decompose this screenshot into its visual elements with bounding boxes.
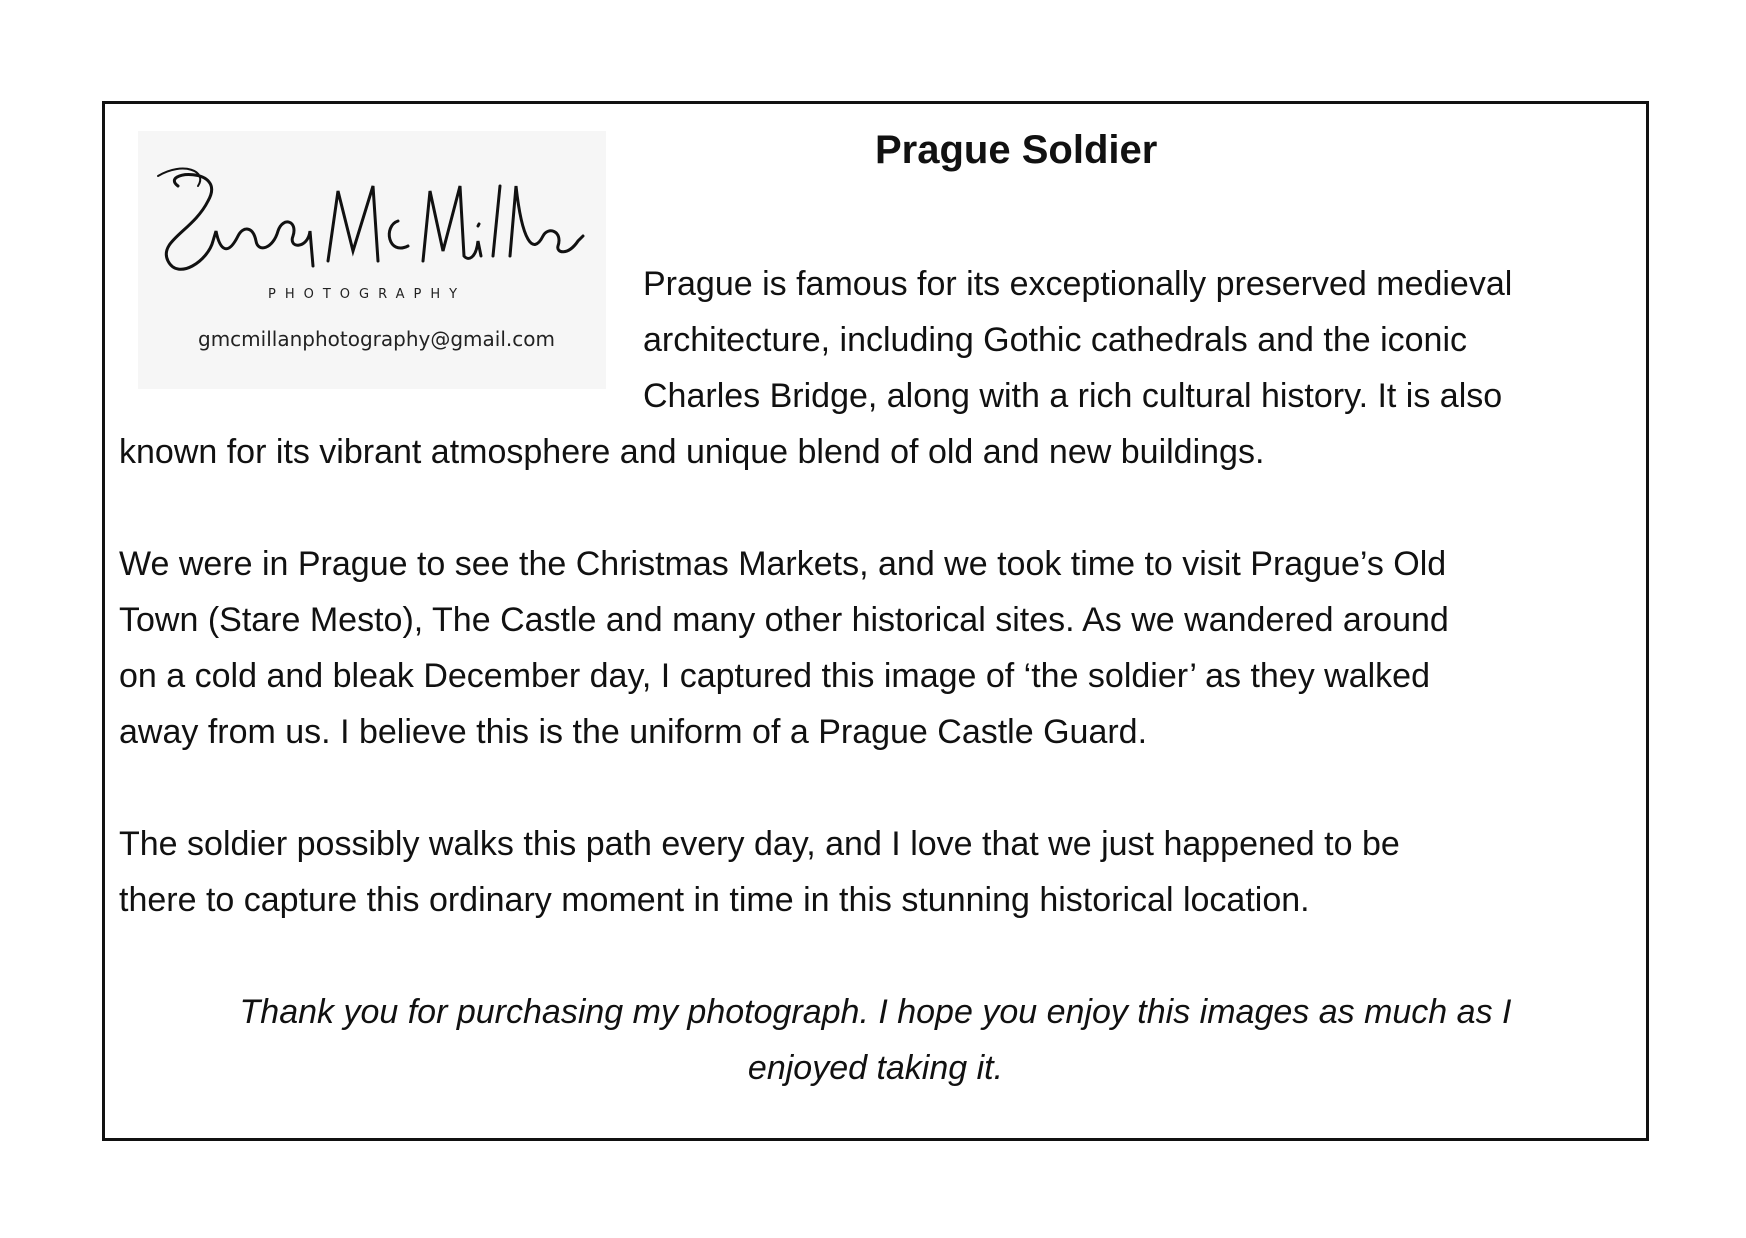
thank-you-note <box>119 984 1632 1096</box>
moment-paragraph <box>119 816 1400 928</box>
visit-line-2: Town (Stare Mesto), The Castle and many other historical sites. As we wandered around <box>119 601 1449 639</box>
intro-line-3: Charles Bridge, along with a rich cultural history. It is also <box>643 377 1503 415</box>
intro-line-4: known for its vibrant atmosphere and unique blend of old and new buildings. <box>119 433 1265 471</box>
thank-you-line-1: Thank you for purchasing my photograph. I hope you enjoy this images as much as I <box>239 993 1512 1031</box>
logo-tagline: PHOTOGRAPHY <box>268 287 467 302</box>
intro-line-2: architecture, including Gothic cathedrals and the iconic <box>643 321 1468 359</box>
info-card <box>102 101 1649 1141</box>
intro-paragraph-wrapped <box>643 256 1512 424</box>
visit-line-1: We were in Prague to see the Christmas Markets, and we took time to visit Prague’s Old <box>119 545 1447 583</box>
visit-line-3: on a cold and bleak December day, I captured this image of ‘the soldier’ as they walked <box>119 657 1430 695</box>
photographer-logo <box>138 131 606 389</box>
contact-email: gmcmillanphotography@gmail.com <box>198 327 555 351</box>
thank-you-line-2: enjoyed taking it. <box>747 1049 1004 1087</box>
intro-paragraph-tail <box>119 424 1264 480</box>
visit-line-4: away from us. I believe this is the uniform of a Prague Castle Guard. <box>119 713 1148 751</box>
moment-line-1: The soldier possibly walks this path every day, and I love that we just happened to be <box>119 825 1400 863</box>
page-title: Prague Soldier <box>875 128 1158 172</box>
signature-graphic <box>138 131 606 301</box>
moment-line-2: there to capture this ordinary moment in time in this stunning historical location. <box>119 881 1310 919</box>
intro-line-1: Prague is famous for its exceptionally preserved medieval <box>643 265 1513 303</box>
visit-paragraph <box>119 536 1449 760</box>
